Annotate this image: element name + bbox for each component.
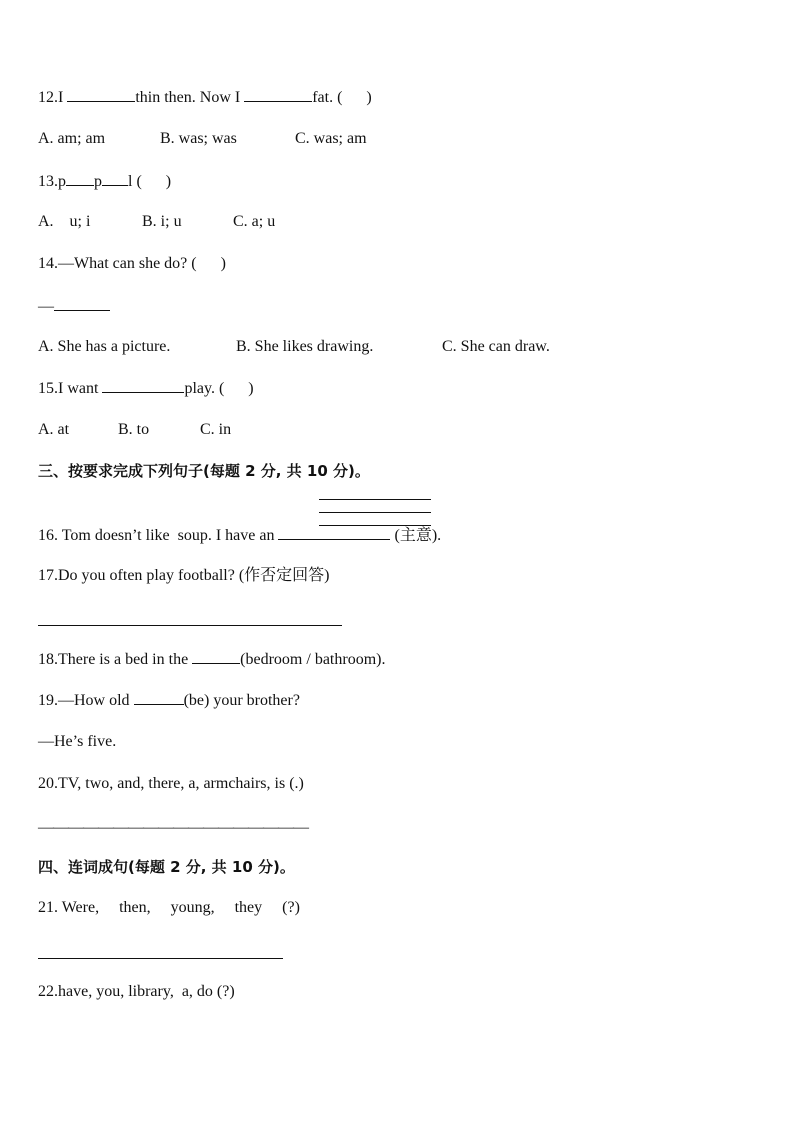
question-19 bbox=[38, 690, 300, 711]
text: 16. Tom doesn’t like soup. I have an bbox=[38, 527, 279, 544]
answer-blank[interactable] bbox=[192, 649, 240, 664]
answer-blank[interactable] bbox=[102, 171, 128, 186]
dash: — bbox=[38, 298, 54, 315]
option-c[interactable]: C. She can draw. bbox=[442, 338, 550, 355]
answer-blank[interactable] bbox=[134, 690, 184, 705]
hint: (主意). bbox=[390, 527, 442, 544]
answer-line[interactable] bbox=[38, 958, 283, 959]
q14-options bbox=[38, 337, 550, 357]
text: (bedroom / bathroom). bbox=[240, 651, 386, 668]
section-heading-3: 三、按要求完成下列句子(每题 2 分, 共 10 分)。 bbox=[38, 462, 370, 480]
answer-line[interactable]: —————————————————— bbox=[38, 819, 308, 836]
q12-options bbox=[38, 129, 367, 149]
question-number: 13. bbox=[38, 173, 58, 190]
question-15 bbox=[38, 378, 254, 399]
option-b[interactable]: B. to bbox=[118, 421, 150, 438]
question-16 bbox=[38, 525, 441, 546]
question-17: 17.Do you often play football? (作否定回答) bbox=[38, 567, 330, 584]
text: I bbox=[58, 89, 68, 106]
question-18 bbox=[38, 649, 385, 670]
option-c[interactable]: C. in bbox=[200, 421, 232, 438]
answer-blank[interactable] bbox=[66, 171, 94, 186]
answer-blank[interactable] bbox=[67, 87, 135, 102]
question-20: 20.TV, two, and, there, a, armchairs, is (.) bbox=[38, 775, 304, 792]
answer-line[interactable] bbox=[38, 625, 342, 626]
answer-blank[interactable] bbox=[244, 87, 312, 102]
text: 19.—How old bbox=[38, 692, 134, 709]
answer-line bbox=[319, 499, 431, 500]
question-13 bbox=[38, 171, 171, 192]
text: 18.There is a bed in the bbox=[38, 651, 193, 668]
option-b[interactable]: B. i; u bbox=[142, 213, 182, 230]
answer-blank[interactable] bbox=[102, 378, 184, 393]
text: thin then. Now I bbox=[135, 89, 245, 106]
answer-blank[interactable] bbox=[54, 296, 110, 311]
section-heading-4: 四、连词成句(每题 2 分, 共 10 分)。 bbox=[38, 858, 295, 876]
option-b[interactable]: B. was; was bbox=[160, 130, 237, 147]
text: l ( ) bbox=[128, 173, 172, 190]
option-a[interactable]: A. am; am bbox=[38, 130, 106, 147]
option-c[interactable]: C. a; u bbox=[233, 213, 276, 230]
question-21: 21. Were, then, young, they (?) bbox=[38, 899, 300, 916]
option-a[interactable]: A. at bbox=[38, 421, 70, 438]
q13-options bbox=[38, 212, 275, 232]
question-12 bbox=[38, 87, 372, 108]
option-a[interactable]: A. u; i bbox=[38, 213, 91, 230]
option-b[interactable]: B. She likes drawing. bbox=[236, 338, 374, 355]
text: I want bbox=[58, 380, 103, 397]
question-22: 22.have, you, library, a, do (?) bbox=[38, 983, 235, 1000]
answer-blank[interactable] bbox=[278, 525, 390, 540]
question-number: 14. bbox=[38, 255, 58, 272]
text: play. ( ) bbox=[184, 380, 254, 397]
text: p bbox=[58, 173, 66, 190]
text: (be) your brother? bbox=[183, 692, 300, 709]
option-a[interactable]: A. She has a picture. bbox=[38, 338, 171, 355]
q19-answer: —He’s five. bbox=[38, 733, 117, 750]
question-14 bbox=[38, 254, 226, 274]
q15-options bbox=[38, 420, 231, 440]
text: —What can she do? ( ) bbox=[58, 255, 226, 272]
q14-answer-line bbox=[38, 296, 110, 317]
question-number: 12. bbox=[38, 89, 58, 106]
option-c[interactable]: C. was; am bbox=[295, 130, 367, 147]
question-number: 15. bbox=[38, 380, 58, 397]
text: p bbox=[94, 173, 102, 190]
answer-line bbox=[319, 512, 431, 513]
text: fat. ( ) bbox=[312, 89, 372, 106]
